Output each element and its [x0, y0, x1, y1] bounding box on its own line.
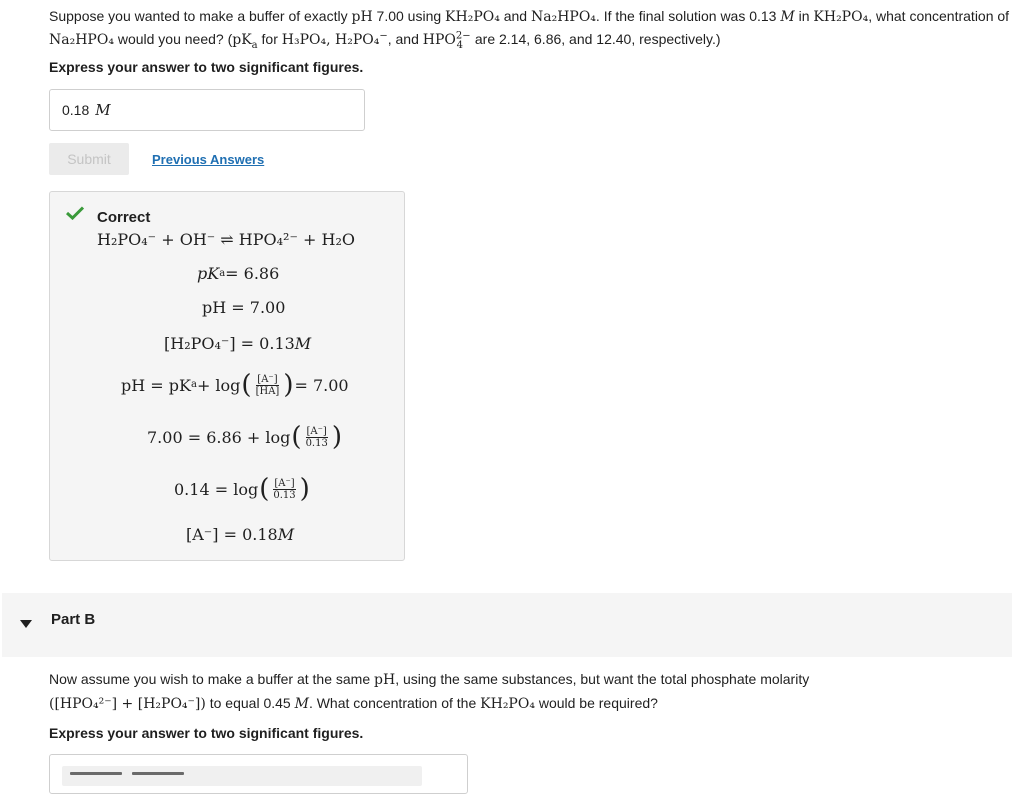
feedback-equation-7: 0.14 = log ( $\frac{[A^-]}{0.13}$ ) [174, 474, 310, 504]
part-b-title: Part B [51, 611, 96, 628]
answer-input-part-a[interactable] [49, 89, 365, 131]
answer-unit: M [95, 101, 111, 119]
feedback-equation-4: [H₂PO₄⁻] = 0.13 M [164, 334, 312, 353]
toolbar-tool[interactable] [132, 772, 184, 775]
answer-input-part-b[interactable] [49, 754, 468, 794]
feedback-equation-3: pH = 7.00 [202, 298, 286, 317]
math-toolbar [62, 766, 422, 786]
part-b-header[interactable] [2, 593, 1012, 657]
instruction-part-b: Express your answer to two significant figures. [49, 725, 364, 741]
toolbar-tool[interactable] [70, 772, 122, 775]
checkmark-icon [66, 206, 84, 220]
question-text-part-a: Suppose you wanted to make a buffer of exactly pH 7.00 using KH₂PO₄ and Na₂HPO₄. If the final solution was 0.13 M in KH₂PO₄, what concentration of Na₂HPO₄ would you need? ($pK_a$ for H₃PO₄, H₂PO₄−, and $HPO^{2-}_4$ are 2.14, 6.86, and 12.40, respectively.) [49, 8, 1010, 51]
answer-value: 0.18 [62, 102, 90, 118]
feedback-equation-2: pK a = 6.86 [197, 264, 280, 283]
submit-button[interactable]: Submit [49, 143, 129, 175]
feedback-status: Correct [97, 209, 151, 226]
feedback-equation-5: pH = pK a + log ( $\frac{[A^-]}{[HA]}$ ) = 7.00 [121, 370, 349, 400]
feedback-panel [49, 191, 405, 561]
feedback-equation-1: H₂PO₄ ⁻ + OH⁻ ⇌ HPO₄ ²⁻ + H₂O [97, 230, 355, 249]
instruction-part-a: Express your answer to two significant figures. [49, 59, 364, 75]
question-text-part-b: Now assume you wish to make a buffer at the same pH, using the same substances, but want the total phosphate molarity ([HPO₄²⁻] + [H₂PO₄⁻]) to equal 0.45 M. What concentration of the KH₂PO₄ would be required? [49, 671, 810, 712]
previous-answers-link[interactable]: Previous Answers [152, 152, 265, 167]
feedback-equation-6: 7.00 = 6.86 + log ( $\frac{[A^-]}{0.13}$ ) [147, 422, 342, 452]
collapse-caret-icon[interactable] [20, 620, 32, 628]
feedback-equation-8: [A⁻] = 0.18 M [186, 525, 295, 544]
